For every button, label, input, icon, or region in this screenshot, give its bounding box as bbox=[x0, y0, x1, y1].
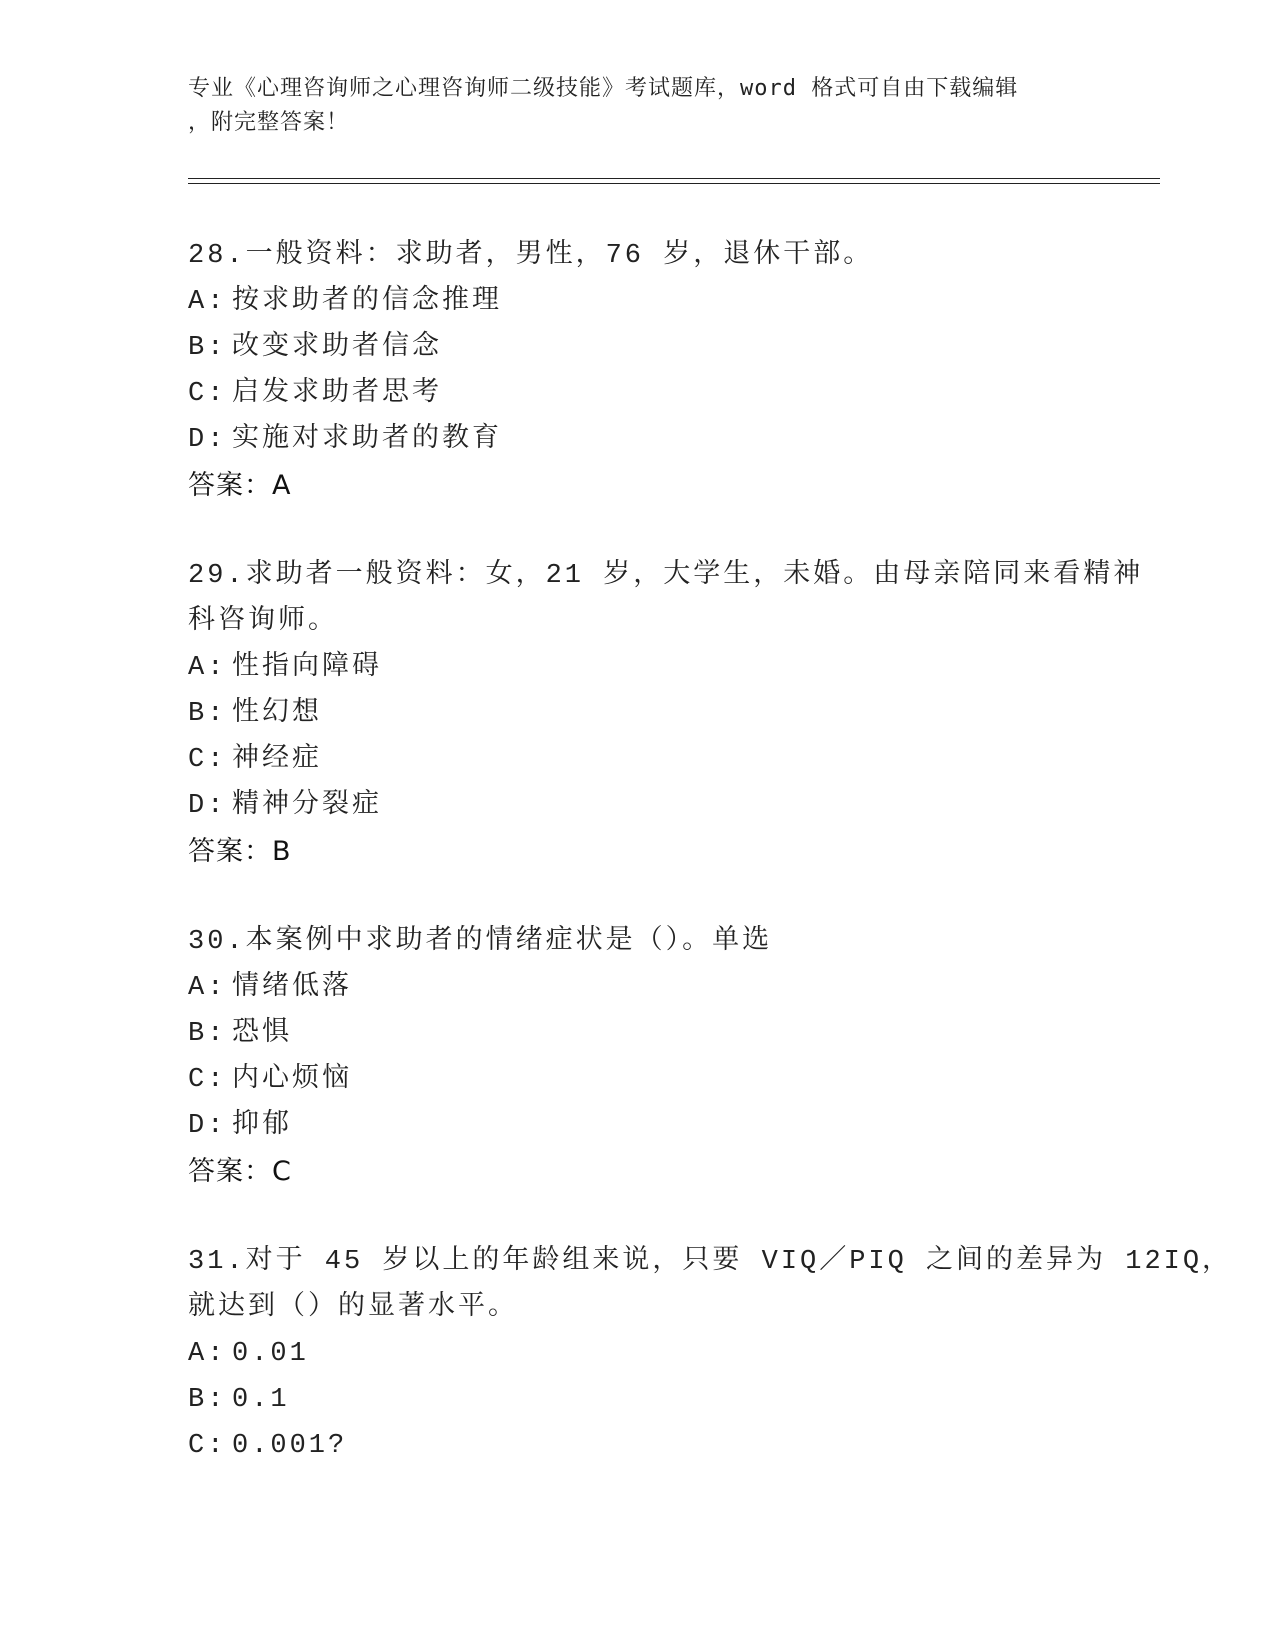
option-text: 恐惧 bbox=[232, 1019, 292, 1049]
option-letter: D: bbox=[188, 1111, 227, 1141]
option-text: 0.001? bbox=[232, 1431, 348, 1461]
option-row bbox=[188, 417, 1128, 463]
option-row bbox=[188, 1011, 1128, 1057]
answer-line: 答案：A bbox=[188, 470, 292, 501]
option-row bbox=[188, 279, 1128, 325]
option-row bbox=[188, 1103, 1128, 1149]
header-divider-bottom bbox=[188, 183, 1160, 184]
option-letter: C: bbox=[188, 1431, 227, 1461]
option-row bbox=[188, 371, 1128, 417]
option-text: 0.1 bbox=[232, 1385, 290, 1415]
option-letter: A: bbox=[188, 653, 227, 683]
option-row bbox=[188, 1057, 1128, 1103]
option-text: 情绪低落 bbox=[232, 973, 352, 1003]
answer-line: 答案：B bbox=[188, 836, 292, 867]
option-text: 抑郁 bbox=[232, 1111, 292, 1141]
option-text: 性幻想 bbox=[232, 699, 322, 729]
option-row bbox=[188, 1377, 1128, 1423]
question-stem: 28.一般资料：求助者，男性，76 岁，退休干部。 bbox=[188, 241, 874, 271]
question-stem: 科咨询师。 bbox=[188, 607, 338, 637]
question-item bbox=[188, 233, 1128, 509]
option-letter: D: bbox=[188, 791, 227, 821]
option-letter: B: bbox=[188, 1019, 227, 1049]
option-text: 精神分裂症 bbox=[232, 791, 382, 821]
option-row bbox=[188, 645, 1128, 691]
option-text: 内心烦恼 bbox=[232, 1065, 352, 1095]
header-divider-top bbox=[188, 178, 1160, 179]
question-item bbox=[188, 1239, 1233, 1469]
option-row bbox=[188, 783, 1128, 829]
option-text: 0.01 bbox=[232, 1339, 309, 1369]
option-letter: A: bbox=[188, 1339, 227, 1369]
option-text: 性指向障碍 bbox=[232, 653, 382, 683]
question-stem: 30.本案例中求助者的情绪症状是（）。单选 bbox=[188, 927, 773, 957]
option-text: 启发求助者思考 bbox=[232, 379, 442, 409]
option-letter: B: bbox=[188, 699, 227, 729]
question-item bbox=[188, 553, 1144, 875]
question-list bbox=[188, 233, 1233, 1513]
option-text: 改变求助者信念 bbox=[232, 333, 442, 363]
question-item bbox=[188, 919, 1128, 1195]
answer-line: 答案：C bbox=[188, 1156, 292, 1187]
option-text: 神经症 bbox=[232, 745, 322, 775]
header-line-2: ，附完整答案！ bbox=[188, 110, 350, 135]
option-letter: C: bbox=[188, 1065, 227, 1095]
option-letter: B: bbox=[188, 1385, 227, 1415]
document-header bbox=[188, 72, 1088, 140]
option-letter: C: bbox=[188, 745, 227, 775]
option-row bbox=[188, 691, 1128, 737]
option-row bbox=[188, 737, 1128, 783]
option-letter: A: bbox=[188, 287, 227, 317]
option-text: 按求助者的信念推理 bbox=[232, 287, 502, 317]
option-letter: D: bbox=[188, 425, 227, 455]
question-stem: 29.求助者一般资料：女，21 岁，大学生，未婚。由母亲陪同来看精神 bbox=[188, 561, 1144, 591]
option-row bbox=[188, 965, 1128, 1011]
option-letter: B: bbox=[188, 333, 227, 363]
option-letter: A: bbox=[188, 973, 227, 1003]
option-row bbox=[188, 1423, 1128, 1469]
option-letter: C: bbox=[188, 379, 227, 409]
question-stem: 就达到（）的显著水平。 bbox=[188, 1293, 518, 1323]
option-text: 实施对求助者的教育 bbox=[232, 425, 502, 455]
header-line-1: 专业《心理咨询师之心理咨询师二级技能》考试题库，word 格式可自由下载编辑 bbox=[188, 76, 1019, 101]
question-stem: 31.对于 45 岁以上的年龄组来说，只要 VIQ／PIQ 之间的差异为 12IQ， bbox=[188, 1247, 1233, 1277]
option-row bbox=[188, 325, 1128, 371]
option-row bbox=[188, 1331, 1128, 1377]
